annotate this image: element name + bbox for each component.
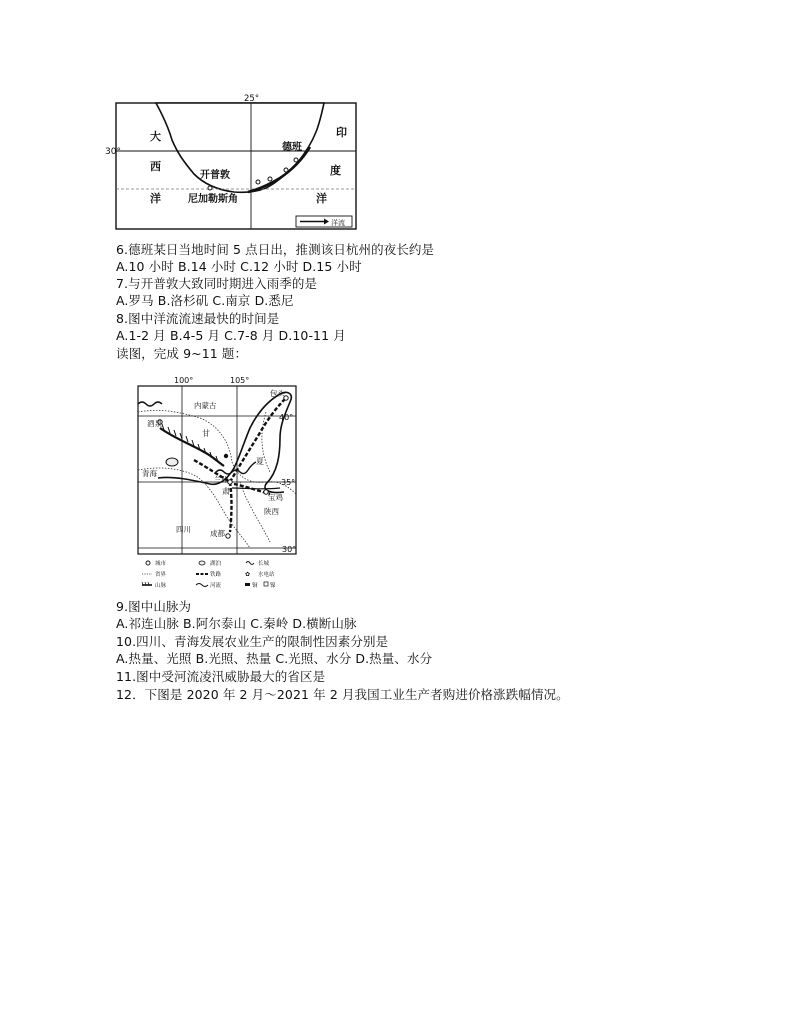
south-africa-map (105, 92, 360, 232)
legend-nickel: 镍 (270, 583, 276, 589)
city-marker (284, 168, 288, 172)
city-marker (256, 180, 260, 184)
lat-label-30: 30° (282, 545, 297, 554)
question-10-stem: 10.四川、青海发展农业生产的限制性因素分别是 (116, 634, 389, 649)
legend-current-label: 洋流 (331, 219, 345, 227)
legend-hydro: 水电站 (258, 572, 275, 578)
label-gan: 甘 (202, 429, 210, 438)
ocean-label: 度 (330, 164, 341, 177)
lon-label-105: 105° (230, 376, 250, 385)
question-9-stem: 9.图中山脉为 (116, 599, 192, 614)
label-ning: 夏 (256, 457, 264, 466)
label-shaanxi: 陕西 (264, 507, 279, 516)
label-qinghai: 青海 (142, 469, 157, 478)
cape-town-label: 开普敦 (200, 170, 230, 181)
question-7-options: A.罗马 B.洛杉矶 C.南京 D.悉尼 (116, 293, 294, 308)
label-sichuan: 四川 (176, 525, 191, 534)
legend-railway: 铁路 (210, 572, 222, 578)
legend-mountain: 山脉 (155, 583, 167, 589)
label-lanzhou: 兰州 (214, 475, 229, 484)
label-inner-mongolia: 内蒙古 (194, 401, 217, 410)
legend-river: 河流 (210, 583, 222, 589)
ocean-label: 洋 (150, 192, 161, 205)
label-su: 肃 (222, 487, 230, 496)
legend-copper: 铜 (252, 583, 258, 589)
city-marker (294, 158, 298, 162)
question-6-options: A.10 小时 B.14 小时 C.12 小时 D.15 小时 (116, 259, 362, 274)
legend-hydro-symbol: ✿ (245, 571, 251, 578)
ocean-label: 洋 (316, 192, 327, 205)
legend-lake: 湖泊 (210, 561, 222, 567)
question-11-stem: 11.图中受河流凌汛威胁最大的省区是 (116, 669, 326, 684)
ocean-label: 大 (150, 130, 161, 143)
label-jiuquan: 酒泉 (147, 419, 162, 428)
question-12-stem: 12．下图是 2020 年 2 月～2021 年 2 月我国工业生产者购进价格涨跌幅情况。 (116, 687, 569, 702)
label-chengdu: 成都 (210, 529, 225, 538)
label-baotou: 包头 (270, 389, 285, 398)
question-8-options: A.1-2 月 B.4-5 月 C.7-8 月 D.10-11 月 (116, 328, 346, 343)
map2-legend (142, 559, 276, 589)
intro-9-11: 读图，完成 9~11 题： (116, 346, 248, 361)
question-8-stem: 8.图中洋流流速最快的时间是 (116, 311, 280, 326)
city-marker (208, 186, 212, 190)
lon-label-100: 100° (174, 376, 194, 385)
question-6-stem: 6.德班某日当地时间 5 点日出，推测该日杭州的夜长约是 (116, 242, 435, 257)
question-7-stem: 7.与开普敦大致同时期进入雨季的是 (116, 276, 318, 291)
legend-great-wall: 长城 (258, 561, 270, 567)
ocean-label: 印 (336, 126, 347, 139)
question-9-options: A.祁连山脉 B.阿尔泰山 C.秦岭 D.横断山脉 (116, 616, 357, 631)
lat-label-40: 40° (279, 413, 294, 422)
legend-province-border: 省界 (155, 572, 167, 578)
lon-label-25: 25° (244, 94, 260, 104)
legend-city: 城市 (155, 561, 167, 567)
agulhas-label: 尼加勒斯角 (188, 194, 238, 205)
lake (166, 458, 178, 466)
copper-marker (224, 454, 228, 458)
map1-legend (296, 216, 352, 227)
label-baoji: 宝鸡 (268, 493, 283, 502)
city-marker (268, 177, 272, 181)
lat-label-30: 30° (105, 147, 121, 157)
question-10-options: A.热量、光照 B.光照、热量 C.光照、水分 D.热量、水分 (116, 651, 433, 666)
durban-label: 德班 (282, 142, 302, 153)
city-chengdu (226, 534, 230, 538)
lat-label-35: 35° (281, 478, 296, 487)
northwest-china-map (120, 372, 310, 598)
ocean-label: 西 (150, 160, 161, 173)
